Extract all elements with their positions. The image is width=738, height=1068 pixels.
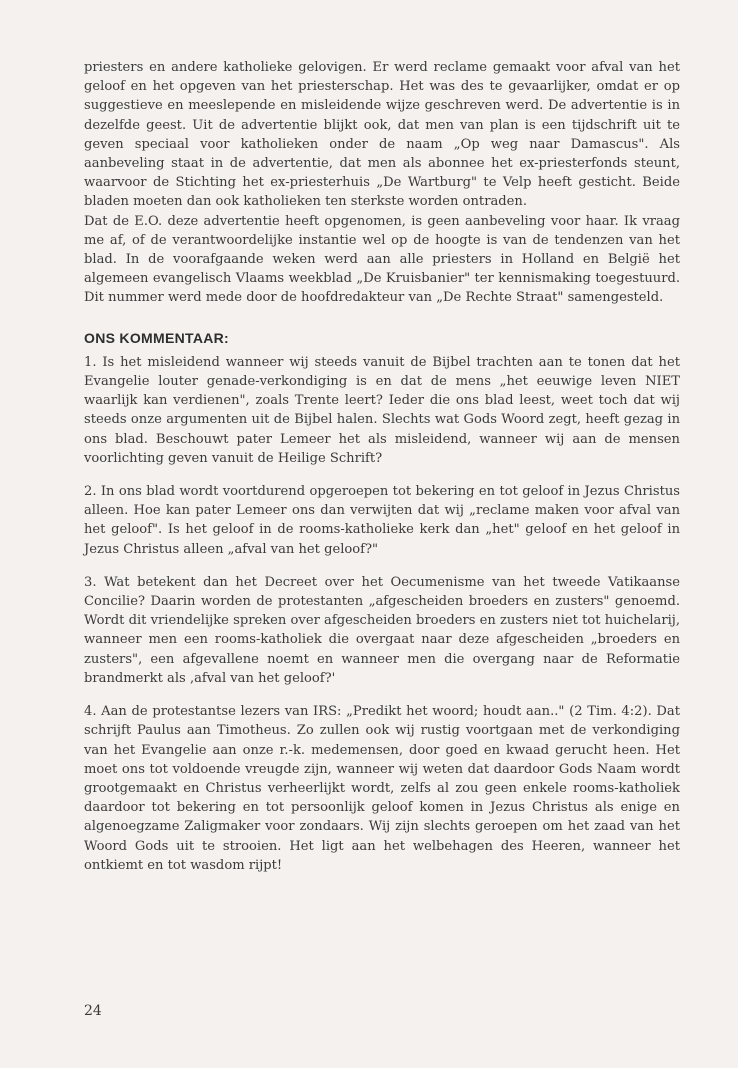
- intro-paragraph-2: Dat de E.O. deze advertentie heeft opgenomen, is geen aanbeveling voor haar. Ik vraag me af, of de verantwoordelijke instantie wel op de hoogte is van de tendenzen van het blad. In de voorafgaande weken werd aan alle priesters in Holland en België het algemeen evangelisch Vlaams weekblad „De Kruisbanier" ter kennismaking toegestuurd. Dit nummer werd mede door de hoofdredakteur van „De Rechte Straat" samengesteld.: [84, 213, 680, 306]
- text-column: [84, 58, 680, 875]
- commentary-paragraph-2: 2. In ons blad wordt voortdurend opgeroepen tot bekering en tot geloof in Jezus Christus alleen. Hoe kan pater Lemeer ons dan verwijten dat wij „reclame maken voor afval van het geloof". Is het geloof in de rooms-katholieke kerk dan „het" geloof en het geloof in Jezus Christus alleen „afval van het geloof?": [84, 484, 680, 557]
- commentary-paragraph-1: 1. Is het misleidend wanneer wij steeds vanuit de Bijbel trachten aan te tonen dat het Evangelie louter genade-verkondiging is en dat de mens „het eeuwige leven NIET waarlijk kan verdienen", zoals Trente leert? Ieder die ons blad leest, weet toch dat wij steeds onze argumenten uit de Bijbel halen. Slechts wat Gods Woord zegt, heeft gezag in ons blad. Beschouwt pater Lemeer het als misleidend, wanneer wij aan de mensen voorlichting geven vanuit de Heilige Schrift?: [84, 354, 680, 466]
- commentary-paragraph-3: 3. Wat betekent dan het Decreet over het Oecumenisme van het tweede Vatikaanse Concilie? Daarin worden de protestanten „afgescheiden broeders en zusters" genoemd. Wordt dit vriendelijke spreken over afgescheiden broeders en zusters niet tot huichelarij, wanneer men een rooms-katholiek die overgaat naar deze afgescheiden „broeders en zusters", een afgevallene noemt en wanneer men die overgang naar de Reformatie brandmerkt als ‚afval van het geloof?': [84, 574, 680, 686]
- intro-paragraph-1: priesters en andere katholieke gelovigen. Er werd reclame gemaakt voor afval van het geloof en het opgeven van het priesterschap. Het was des te gevaarlijker, omdat er op suggestieve en meeslepende en misleidende wijze geschreven werd. De advertentie is in dezelfde geest. Uit de advertentie blijkt ook, dat men van plan is een tijdschrift uit te geven speciaal voor katholieken onder de naam „Op weg naar Damascus". Als aanbeveling staat in de advertentie, dat men als abonnee het ex-priesterfonds steunt, waarvoor de Stichting het ex-priesterhuis „De Wartburg" te Velp heeft gesticht. Beide bladen moeten dan ook katholieken ten sterkste worden ontraden.: [84, 60, 680, 210]
- page-number: 24: [84, 1003, 102, 1019]
- commentary-paragraph-4: 4. Aan de protestantse lezers van IRS: „Predikt het woord; houdt aan.." (2 Tim. 4:2). Dat schrijft Paulus aan Timotheus. Zo zullen ook wij rustig voortgaan met de verkondiging van het Evangelie aan onze r.-k. medemensen, door goed en kwaad gerucht heen. Het moet ons tot voldoende vreugde zijn, wanneer wij weten dat daardoor Gods Naam wordt grootgemaakt en Christus verheerlijkt wordt, zelfs al zou geen enkele rooms-katholiek daardoor tot bekering en tot persoonlijk geloof komen in Jezus Christus als enige en algenoegzame Zaligmaker voor zondaars. Wij zijn slechts geroepen om het zaad van het Woord Gods uit te strooien. Het ligt aan het welbehagen des Heeren, wanneer het ontkiemt en tot wasdom rijpt!: [84, 704, 680, 873]
- section-heading: ONS KOMMENTAAR:: [84, 329, 230, 346]
